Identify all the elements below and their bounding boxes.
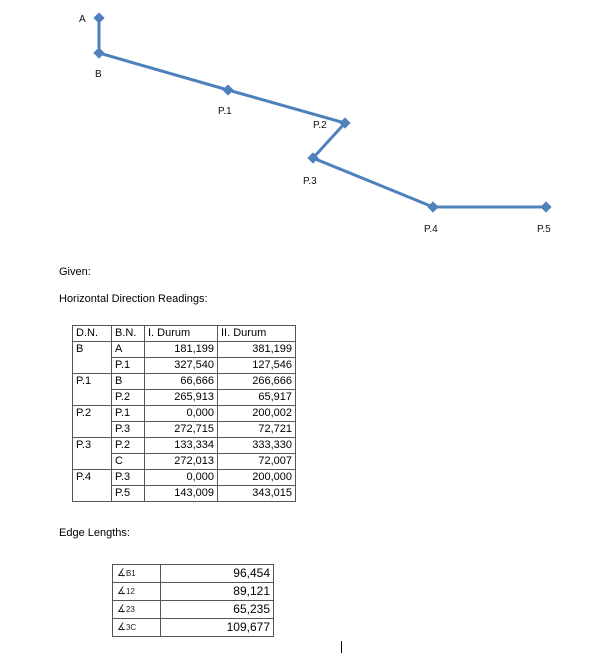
point-label-a: A <box>79 14 86 25</box>
edge-symbol-cell <box>113 601 161 619</box>
header-dn: D.N. <box>73 326 112 342</box>
reading-1-cell: 272,715 <box>145 422 218 438</box>
table-row <box>113 601 274 619</box>
angle-icon: ∡ <box>117 568 126 579</box>
station-cell: P.4 <box>73 470 112 502</box>
target-cell: P.2 <box>112 438 145 454</box>
reading-1-cell: 143,009 <box>145 486 218 502</box>
reading-2-cell: 200,000 <box>218 470 296 486</box>
edge-lengths-table <box>112 564 274 637</box>
edge-symbol: 23 <box>125 605 135 614</box>
edge-symbol-cell <box>113 583 161 601</box>
edge-length-cell: 109,677 <box>161 619 274 637</box>
target-cell: P.1 <box>112 358 145 374</box>
target-cell: A <box>112 342 145 358</box>
target-cell: P.5 <box>112 486 145 502</box>
edge-symbol: B1 <box>125 569 136 578</box>
reading-1-cell: 272,013 <box>145 454 218 470</box>
target-cell: B <box>112 374 145 390</box>
reading-1-cell: 0,000 <box>145 406 218 422</box>
reading-2-cell: 381,199 <box>218 342 296 358</box>
edge-symbol: 3C <box>125 623 137 632</box>
reading-2-cell: 65,917 <box>218 390 296 406</box>
reading-2-cell: 72,721 <box>218 422 296 438</box>
traverse-diagram <box>0 0 606 250</box>
angle-icon: ∡ <box>117 622 126 633</box>
station-cell: P.1 <box>73 374 112 406</box>
reading-2-cell: 200,002 <box>218 406 296 422</box>
point-label-b: B <box>95 69 102 80</box>
reading-2-cell: 343,015 <box>218 486 296 502</box>
text-cursor <box>341 641 342 653</box>
reading-2-cell: 333,330 <box>218 438 296 454</box>
table-header-row <box>73 326 296 342</box>
reading-1-cell: 181,199 <box>145 342 218 358</box>
target-cell: P.3 <box>112 422 145 438</box>
edge-length-cell: 96,454 <box>161 565 274 583</box>
target-cell: P.1 <box>112 406 145 422</box>
point-label-p4: P.4 <box>424 224 438 235</box>
table-row <box>73 470 296 486</box>
table-row <box>113 565 274 583</box>
direction-readings-table <box>72 325 296 502</box>
edge-symbol-cell <box>113 565 161 583</box>
point-label-p1: P.1 <box>218 106 232 117</box>
readings-label: Horizontal Direction Readings: <box>59 293 208 305</box>
point-marker-p5 <box>540 201 551 212</box>
table-row <box>73 342 296 358</box>
target-cell: C <box>112 454 145 470</box>
point-marker-p4 <box>427 201 438 212</box>
traverse-line <box>99 18 546 207</box>
reading-1-cell: 0,000 <box>145 470 218 486</box>
reading-1-cell: 133,334 <box>145 438 218 454</box>
edge-lengths-label: Edge Lengths: <box>59 527 130 539</box>
reading-1-cell: 327,540 <box>145 358 218 374</box>
reading-1-cell: 265,913 <box>145 390 218 406</box>
table-row <box>113 619 274 637</box>
station-cell: B <box>73 342 112 374</box>
point-marker-b <box>93 47 104 58</box>
target-cell: P.3 <box>112 470 145 486</box>
table-row <box>73 374 296 390</box>
edge-length-cell: 65,235 <box>161 601 274 619</box>
target-cell: P.2 <box>112 390 145 406</box>
edge-symbol-cell <box>113 619 161 637</box>
point-marker-p1 <box>222 84 233 95</box>
table-row <box>113 583 274 601</box>
header-bn: B.N. <box>112 326 145 342</box>
edge-symbol: 12 <box>125 587 135 596</box>
angle-icon: ∡ <box>117 604 126 615</box>
point-marker-a <box>93 12 104 23</box>
given-label: Given: <box>59 266 91 278</box>
table-row <box>73 438 296 454</box>
point-label-p2: P.2 <box>313 120 327 131</box>
header-durum-2: II. Durum <box>218 326 296 342</box>
table-row <box>73 406 296 422</box>
station-cell: P.2 <box>73 406 112 438</box>
reading-2-cell: 72,007 <box>218 454 296 470</box>
reading-2-cell: 127,546 <box>218 358 296 374</box>
reading-2-cell: 266,666 <box>218 374 296 390</box>
station-cell: P.3 <box>73 438 112 470</box>
point-label-p5: P.5 <box>537 224 551 235</box>
edge-length-cell: 89,121 <box>161 583 274 601</box>
angle-icon: ∡ <box>117 586 126 597</box>
reading-1-cell: 66,666 <box>145 374 218 390</box>
header-durum-1: I. Durum <box>145 326 218 342</box>
point-label-p3: P.3 <box>303 176 317 187</box>
